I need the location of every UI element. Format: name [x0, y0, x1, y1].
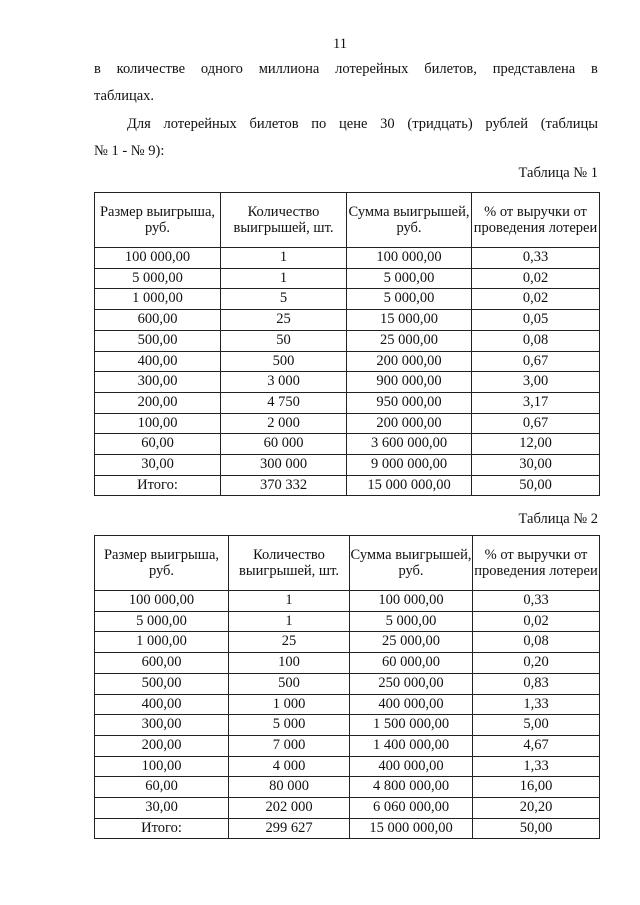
header-revenue-percent: % от выручки от проведения лотереи	[473, 536, 600, 591]
cell-prize-count: 80 000	[229, 777, 350, 798]
cell-prize-sum: 5 000,00	[350, 611, 473, 632]
cell-prize-size: 600,00	[95, 653, 229, 674]
cell-prize-sum: 15 000,00	[347, 310, 472, 331]
cell-prize-count: 1 000	[229, 694, 350, 715]
table-row	[95, 289, 600, 310]
word: лотерейных	[163, 116, 237, 132]
word: билетов,	[424, 61, 477, 77]
table-row	[95, 310, 600, 331]
cell-prize-count: 300 000	[221, 455, 347, 476]
table-2-caption: Таблица № 2	[518, 511, 598, 527]
word: рублей	[485, 116, 528, 132]
table-row	[95, 455, 600, 476]
cell-prize-count: 100	[229, 653, 350, 674]
cell-prize-count: 1	[221, 248, 347, 269]
table-row	[95, 777, 600, 798]
cell-prize-count: 1	[221, 268, 347, 289]
header-revenue-percent: % от выручки от проведения лотереи	[472, 193, 600, 248]
cell-prize-size: 100 000,00	[95, 248, 221, 269]
cell-revenue-percent: 16,00	[473, 777, 600, 798]
cell-prize-sum: 200 000,00	[347, 413, 472, 434]
cell-prize-size: 400,00	[95, 694, 229, 715]
cell-prize-count: 25	[221, 310, 347, 331]
table-row	[95, 673, 600, 694]
cell-revenue-percent: 1,33	[473, 694, 600, 715]
table-header-row	[95, 193, 600, 248]
cell-revenue-percent: 20,20	[473, 798, 600, 819]
cell-prize-sum: 5 000,00	[347, 268, 472, 289]
cell-revenue-percent: 0,33	[472, 248, 600, 269]
cell-revenue-percent: 12,00	[472, 434, 600, 455]
cell-prize-count: 25	[229, 632, 350, 653]
cell-prize-count: 4 000	[229, 756, 350, 777]
cell-prize-size: Итого:	[95, 475, 221, 496]
cell-prize-count: 5	[221, 289, 347, 310]
cell-prize-count: 7 000	[229, 735, 350, 756]
cell-prize-sum: 200 000,00	[347, 351, 472, 372]
cell-prize-count: 3 000	[221, 372, 347, 393]
cell-prize-count: 2 000	[221, 413, 347, 434]
cell-prize-size: 100,00	[95, 756, 229, 777]
cell-prize-size: 100 000,00	[95, 591, 229, 612]
cell-prize-sum: 15 000 000,00	[347, 475, 472, 496]
cell-prize-size: Итого:	[95, 818, 229, 839]
cell-prize-sum: 1 500 000,00	[350, 715, 473, 736]
paragraph-line-1	[127, 116, 598, 133]
header-prize-sum: Сумма выигрышей, руб.	[347, 193, 472, 248]
cell-prize-size: 1 000,00	[95, 632, 229, 653]
cell-revenue-percent: 0,33	[473, 591, 600, 612]
prize-table-1	[94, 192, 600, 496]
cell-revenue-percent: 0,02	[472, 268, 600, 289]
cell-prize-size: 100,00	[95, 413, 221, 434]
word: миллиона	[258, 61, 320, 77]
cell-prize-sum: 100 000,00	[347, 248, 472, 269]
header-prize-count: Количество выигрышей, шт.	[229, 536, 350, 591]
cell-prize-size: 5 000,00	[95, 611, 229, 632]
page-number: 11	[333, 36, 347, 52]
cell-prize-size: 30,00	[95, 798, 229, 819]
word: билетов	[249, 116, 299, 132]
table-row	[95, 715, 600, 736]
header-prize-size: Размер выигрыша, руб.	[95, 193, 221, 248]
table-row	[95, 330, 600, 351]
table-1-caption: Таблица № 1	[518, 165, 598, 181]
total-row	[95, 818, 600, 839]
cell-prize-size: 5 000,00	[95, 268, 221, 289]
cell-prize-count: 50	[221, 330, 347, 351]
cell-revenue-percent: 30,00	[472, 455, 600, 476]
cell-prize-count: 202 000	[229, 798, 350, 819]
header-prize-size: Размер выигрыша, руб.	[95, 536, 229, 591]
cell-prize-sum: 1 400 000,00	[350, 735, 473, 756]
body-text-line-2: таблицах.	[94, 88, 155, 104]
cell-prize-size: 60,00	[95, 434, 221, 455]
prize-table-2	[94, 535, 600, 839]
table-row	[95, 413, 600, 434]
word: в	[591, 61, 598, 77]
word: (таблицы	[540, 116, 598, 132]
cell-prize-sum: 900 000,00	[347, 372, 472, 393]
cell-prize-sum: 400 000,00	[350, 694, 473, 715]
cell-revenue-percent: 0,08	[472, 330, 600, 351]
cell-revenue-percent: 0,02	[473, 611, 600, 632]
paragraph-line-2: № 1 - № 9):	[94, 143, 165, 159]
cell-prize-sum: 100 000,00	[350, 591, 473, 612]
word: цене	[339, 116, 368, 132]
table-row	[95, 735, 600, 756]
table-row	[95, 611, 600, 632]
cell-prize-sum: 25 000,00	[347, 330, 472, 351]
cell-prize-size: 600,00	[95, 310, 221, 331]
cell-prize-sum: 6 060 000,00	[350, 798, 473, 819]
word: в	[94, 61, 101, 77]
cell-revenue-percent: 0,20	[473, 653, 600, 674]
cell-prize-sum: 250 000,00	[350, 673, 473, 694]
cell-prize-count: 5 000	[229, 715, 350, 736]
cell-revenue-percent: 50,00	[473, 818, 600, 839]
cell-revenue-percent: 0,83	[473, 673, 600, 694]
table-row	[95, 756, 600, 777]
table-row	[95, 392, 600, 413]
cell-prize-count: 370 332	[221, 475, 347, 496]
cell-prize-count: 60 000	[221, 434, 347, 455]
cell-revenue-percent: 0,05	[472, 310, 600, 331]
cell-revenue-percent: 0,67	[472, 413, 600, 434]
table-row	[95, 591, 600, 612]
table-row	[95, 694, 600, 715]
cell-prize-size: 300,00	[95, 372, 221, 393]
cell-prize-sum: 400 000,00	[350, 756, 473, 777]
cell-prize-sum: 15 000 000,00	[350, 818, 473, 839]
table-row	[95, 653, 600, 674]
cell-revenue-percent: 3,00	[472, 372, 600, 393]
word: по	[311, 116, 327, 132]
cell-prize-count: 299 627	[229, 818, 350, 839]
cell-revenue-percent: 0,02	[472, 289, 600, 310]
word: представлена	[492, 61, 576, 77]
cell-prize-size: 400,00	[95, 351, 221, 372]
table-row	[95, 248, 600, 269]
word: Для	[127, 116, 151, 132]
cell-prize-size: 30,00	[95, 455, 221, 476]
word: количестве	[116, 61, 186, 77]
cell-prize-size: 300,00	[95, 715, 229, 736]
cell-revenue-percent: 0,67	[472, 351, 600, 372]
cell-prize-count: 1	[229, 611, 350, 632]
cell-revenue-percent: 50,00	[472, 475, 600, 496]
cell-prize-sum: 4 800 000,00	[350, 777, 473, 798]
cell-prize-sum: 5 000,00	[347, 289, 472, 310]
cell-prize-sum: 60 000,00	[350, 653, 473, 674]
word: (тридцать)	[407, 116, 473, 132]
cell-prize-sum: 3 600 000,00	[347, 434, 472, 455]
table-row	[95, 632, 600, 653]
cell-prize-count: 500	[229, 673, 350, 694]
cell-prize-sum: 950 000,00	[347, 392, 472, 413]
table-header-row	[95, 536, 600, 591]
cell-revenue-percent: 3,17	[472, 392, 600, 413]
cell-prize-size: 200,00	[95, 735, 229, 756]
cell-prize-size: 60,00	[95, 777, 229, 798]
cell-prize-size: 500,00	[95, 673, 229, 694]
table-row	[95, 434, 600, 455]
cell-prize-sum: 25 000,00	[350, 632, 473, 653]
cell-revenue-percent: 1,33	[473, 756, 600, 777]
table-row	[95, 798, 600, 819]
cell-prize-count: 4 750	[221, 392, 347, 413]
table-row	[95, 372, 600, 393]
table-row	[95, 268, 600, 289]
cell-prize-size: 200,00	[95, 392, 221, 413]
cell-prize-sum: 9 000 000,00	[347, 455, 472, 476]
header-prize-sum: Сумма выигрышей, руб.	[350, 536, 473, 591]
cell-prize-size: 1 000,00	[95, 289, 221, 310]
cell-revenue-percent: 5,00	[473, 715, 600, 736]
cell-prize-count: 1	[229, 591, 350, 612]
word: лотерейных	[335, 61, 409, 77]
cell-revenue-percent: 4,67	[473, 735, 600, 756]
cell-prize-size: 500,00	[95, 330, 221, 351]
word: 30	[380, 116, 395, 132]
cell-revenue-percent: 0,08	[473, 632, 600, 653]
header-prize-count: Количество выигрышей, шт.	[221, 193, 347, 248]
cell-prize-count: 500	[221, 351, 347, 372]
word: одного	[200, 61, 243, 77]
table-row	[95, 351, 600, 372]
total-row	[95, 475, 600, 496]
body-text-line-1	[94, 61, 598, 78]
